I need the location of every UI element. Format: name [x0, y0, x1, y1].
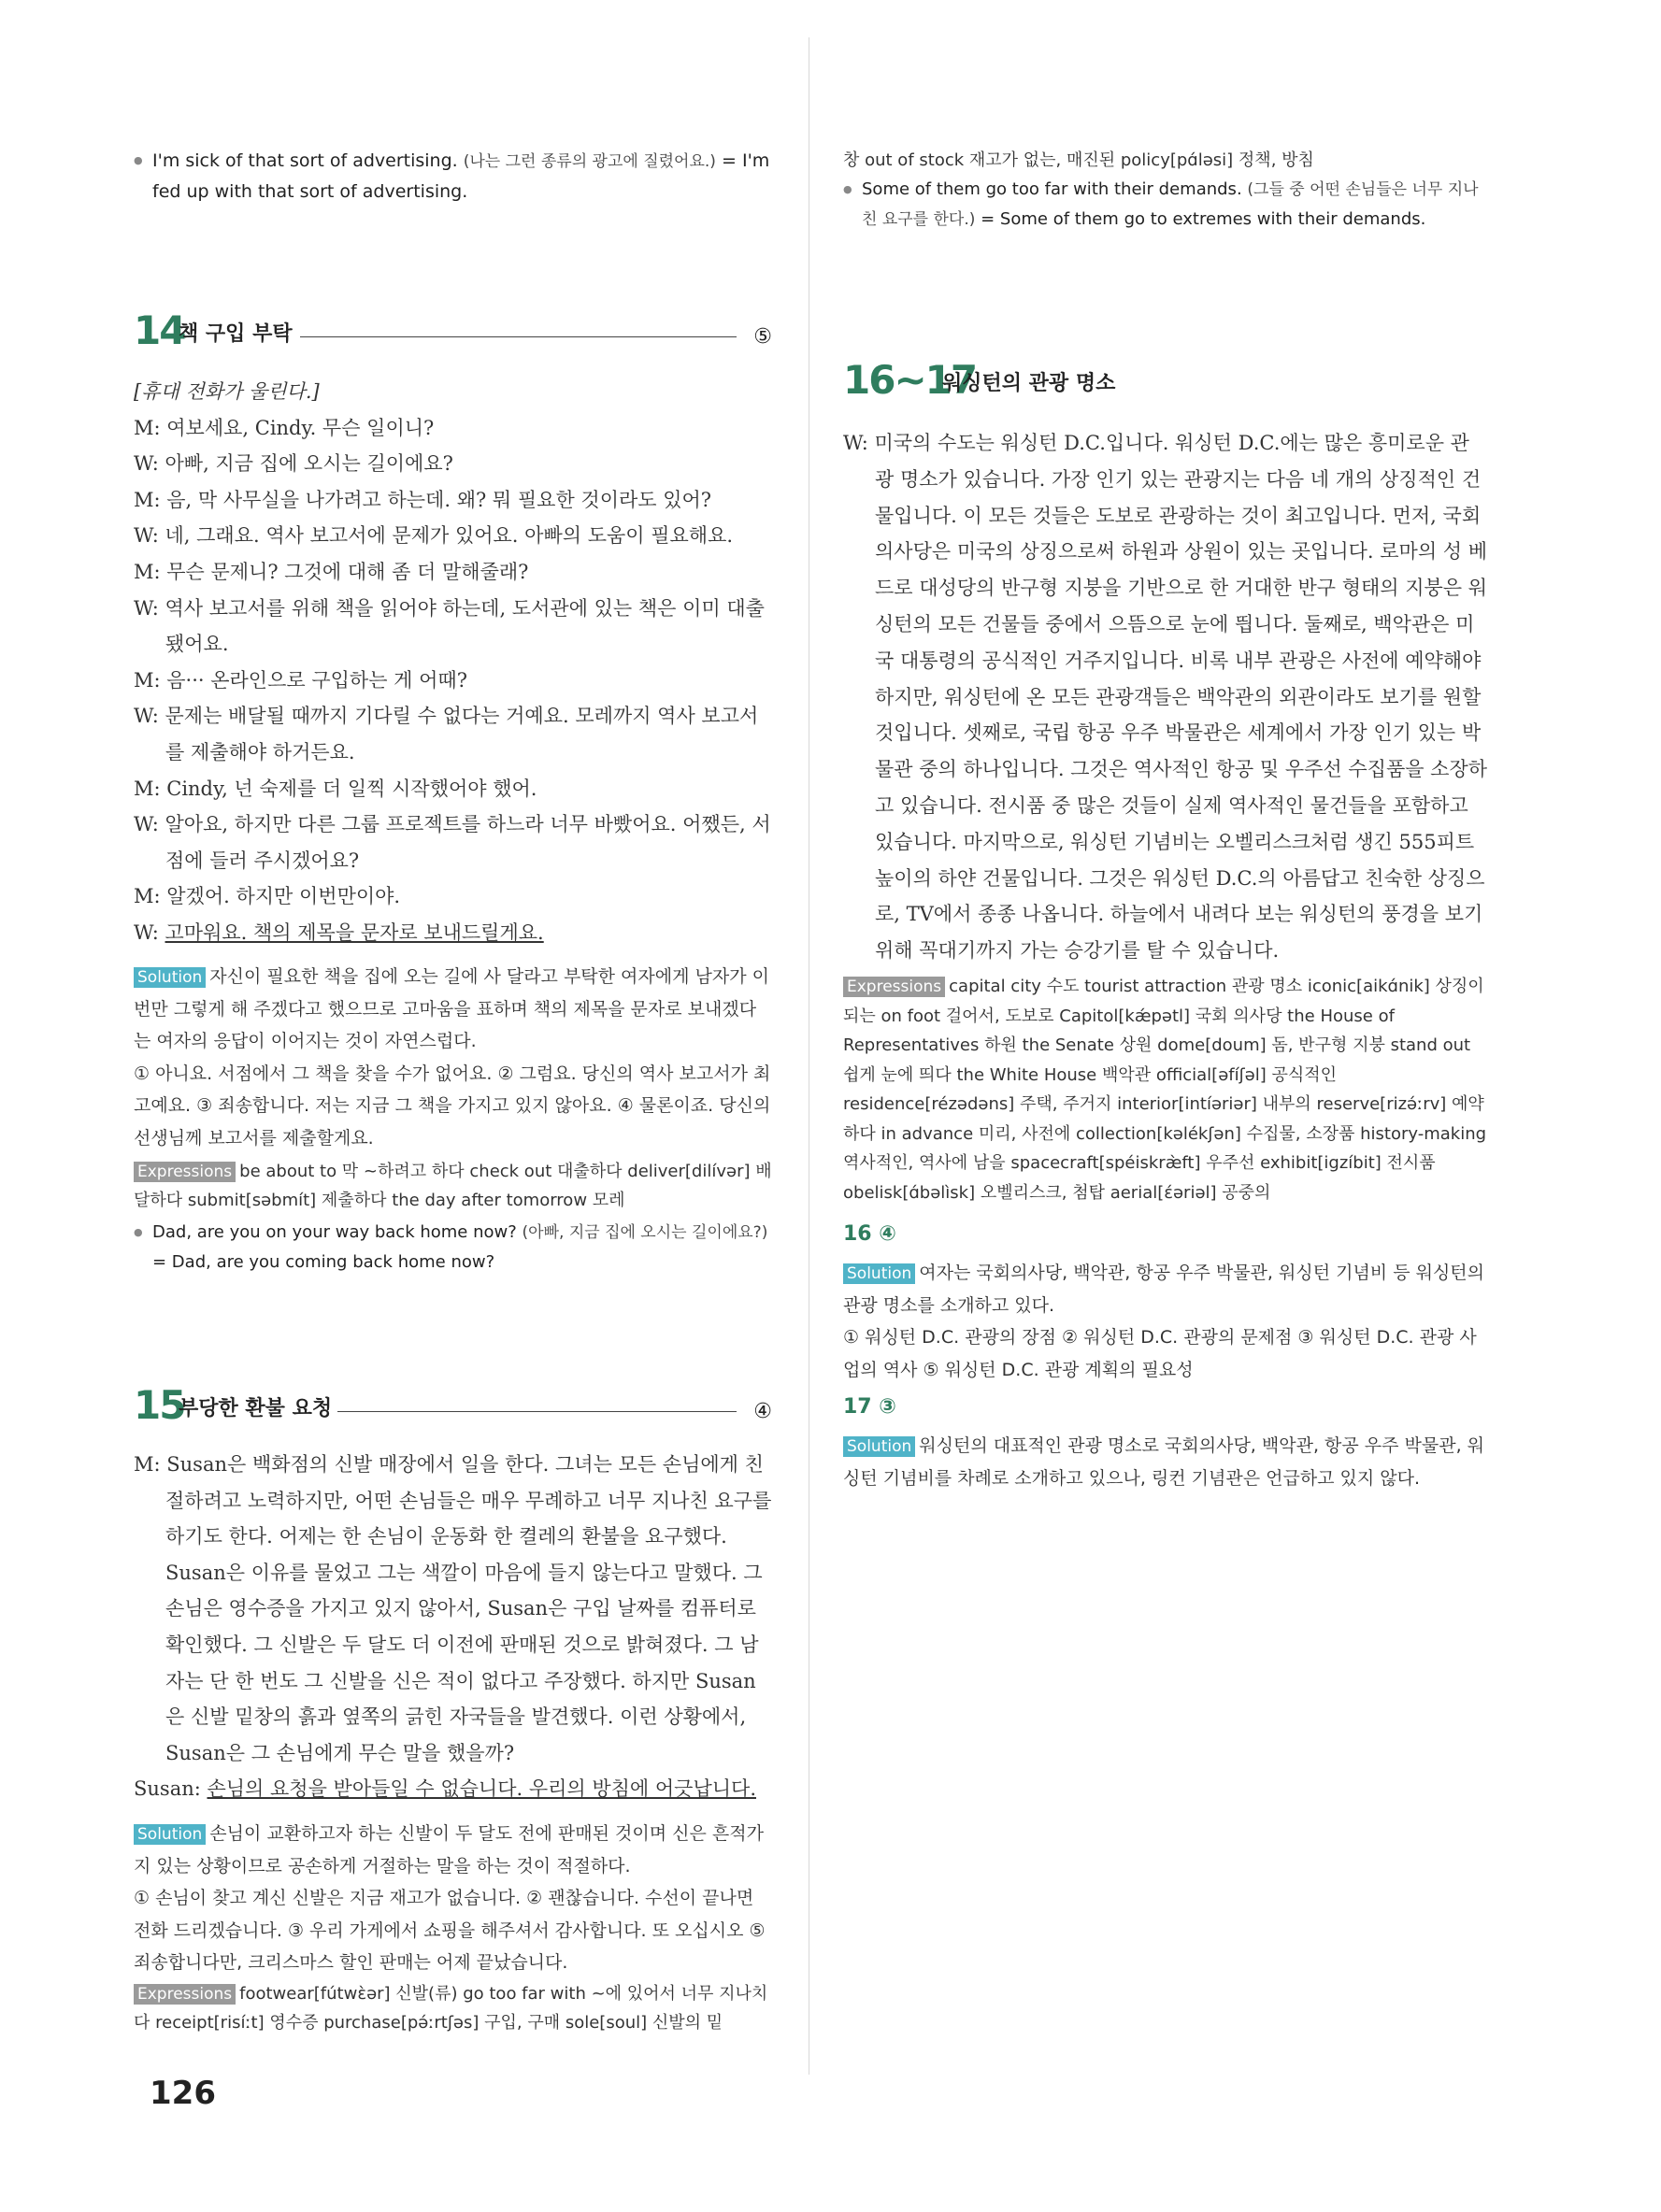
- right-column: [843, 0, 1488, 2212]
- expressions-label: Expressions: [134, 1162, 236, 1182]
- answer-mark: ⑤: [753, 325, 772, 349]
- narration: M: Susan은 백화점의 신발 매장에서 일을 한다. 그녀는 모든 손님에게 친절하려고 노력하지만, 어떤 손님들은 매우 무례하고 너무 지나친 요구를 하기도 한다. 어제는 한 손님이 운동화 한 켤레의 환불을 요구했다. Susan은 이유를 물었고 그는 색깔이 마음에 들지 않는다고 말했다. 그 손님은 영수증을 가지고 있지 않아서, Susan은 구입 날짜를 컴퓨터로 확인했다. 그 신발은 두 달도 더 이전에 판매된 것으로 밝혀졌다. 그 남자는 단 한 번도 그 신발을 신은 적이 없다고 주장했다. 하지만 Susan은 신발 밑창의 흙과 옆쪽의 긁힌 자국들을 발견했다. 이런 상황에서, Susan은 그 손님에게 무슨 말을 했을까?: [134, 1453, 772, 1764]
- solution-17: Solution 워싱턴의 대표적인 관광 명소로 국회의사당, 백악관, 항공 우주 박물관, 워싱턴 기념비를 차례로 소개하고 있으나, 링컨 기념관은 언급하고 있지 않다.: [843, 1435, 1485, 1489]
- expressions-15: Expressions footwear[fútwɛ̀ər] 신발(류) go too far with ~에 있어서 너무 지나치다 receipt[risíːt] 영수증 purchase[pə́ːrtʃəs] 구입, 구매 sole[soul] 신발의 밑: [134, 1984, 768, 2033]
- answer-underlined: 고마워요. 책의 제목을 문자로 보내드릴게요.: [165, 920, 544, 944]
- dialogue-14: [134, 374, 772, 951]
- expressions-16-17: Expressions capital city 수도 tourist attraction 관광 명소 iconic[aikɑ́nik] 상징이 되는 on foot 걸어서, 도보로 Capitol[kǽpətl] 국회 의사당 the House of Representatives 하원 the Senate 상원 dome[doum] 돔, 반구형 지붕 stand out 쉽게 눈에 띄다 the White House 백악관 official[əfíʃəl] 공식적인 residence[rézədəns] 주택, 주거지 interior[intíəriər] 내부의 reserve[rizə́ːrv] 예약하다 in advance 미리, 사전에 collection[kəlékʃən] 수집물, 소장품 history-making 역사적인, 역사에 남을 spacecraft[spéiskræ̀ft] 우주선 exhibit[igzíbit] 전시품 obelisk[ɑ́bəlìsk] 오벨리스크, 첨탑 aerial[ɛ́əriəl] 공중의: [843, 977, 1487, 1203]
- heading-rule: [337, 1411, 737, 1412]
- dialogue-line: W: 알아요, 하지만 다른 그룹 프로젝트를 하느라 너무 바빴어요. 어쨌든, 서점에 들러 주시겠어요?: [134, 813, 771, 872]
- answer-underlined: 손님의 요청을 받아들일 수 없습니다. 우리의 방침에 어긋납니다.: [207, 1777, 756, 1801]
- dialogue-line: W: 문제는 배달될 때까지 기다릴 수 없다는 거예요. 모레까지 역사 보고서를 제출해야 하거든요.: [134, 705, 759, 763]
- solution-label: Solution: [843, 1263, 915, 1284]
- options-text: ① 아니요. 서점에서 그 책을 찾을 수가 없어요. ② 그럼요. 당신의 역사 보고서가 최고예요. ③ 죄송합니다. 저는 지금 그 책을 가지고 있지 않아요. ④ 물론이죠. 당신의 선생님께 보고서를 제출할게요.: [134, 1063, 771, 1149]
- answer-16: 16 ④: [843, 1222, 896, 1246]
- expressions-label: Expressions: [843, 977, 945, 997]
- solution-label: Solution: [843, 1436, 915, 1457]
- options-text: ① 손님이 찾고 계신 신발은 지금 재고가 없습니다. ② 괜찮습니다. 수선이 끝나면 전화 드리겠습니다. ③ 우리 가게에서 쇼핑을 해주셔서 감사합니다. 또 오십시오 ⑤ 죄송합니다만, 크리스마스 할인 판매는 어제 끝났습니다.: [134, 1888, 766, 1973]
- dialogue-line: M: 무슨 문제니? 그것에 대해 좀 더 말해줄래?: [134, 560, 529, 583]
- section-heading-15: [134, 1378, 772, 1428]
- solution-label: Solution: [134, 1824, 206, 1845]
- dialogue-answer-line: W: 고마워요. 책의 제목을 문자로 보내드릴게요.: [134, 920, 544, 944]
- stage-direction: [휴대 전화가 울린다.]: [134, 380, 320, 403]
- dialogue-line: M: 여보세요, Cindy. 무슨 일이니?: [134, 416, 435, 439]
- answer-17: 17 ③: [843, 1395, 896, 1419]
- dialogue-line: M: Cindy, 넌 숙제를 더 일찍 시작했어야 했어.: [134, 777, 537, 800]
- top-example-note: ● I'm sick of that sort of advertising. (나는 그런 종류의 광고에 질렸어요.) = I'm fed up with that sort of advertising.: [134, 146, 772, 207]
- page-number: 126: [150, 2075, 216, 2112]
- solution-14: Solution 자신이 필요한 책을 집에 오는 길에 사 달라고 부탁한 여자에게 남자가 이번만 그렇게 해 주겠다고 했으므로 고마움을 표하며 책의 제목을 문자로 보내겠다는 여자의 응답이 이어지는 것이 자연스럽다. ① 아니요. 서점에서 그 책을 찾을 수가 없어요. ② 그럼요. 당신의 역사 보고서가 최고예요. ③ 죄송합니다. 저는 지금 그 책을 가지고 있지 않아요. ④ 물론이죠. 당신의 선생님께 보고서를 제출할게요.: [134, 961, 772, 1154]
- narration-16-17: [843, 425, 1488, 969]
- expressions-14: Expressions be about to 막 ~하려고 하다 check out 대출하다 deliver[dilívər] 배달하다 submit[səbmít] 제출하다 the day after tomorrow 모레: [134, 1162, 772, 1210]
- dialogue-line: M: 음, 막 사무실을 나가려고 하는데. 왜? 뭐 필요한 것이라도 있어?: [134, 488, 712, 511]
- top-expressions-continued: 창 out of stock 재고가 없는, 매진된 policy[pɑ́ləsi] 정책, 방침: [843, 150, 1314, 170]
- section-title: 워싱턴의 관광 명소: [942, 372, 1116, 395]
- question-number: 14: [134, 307, 185, 353]
- example-note-14: ● Dad, are you on your way back home now? (아빠, 지금 집에 오시는 길이에요?) = Dad, are you coming back home now?: [134, 1218, 772, 1277]
- solution-16: Solution 여자는 국회의사당, 백악관, 항공 우주 박물관, 워싱턴 기념비 등 워싱턴의 관광 명소를 소개하고 있다. ① 워싱턴 D.C. 관광의 장점 ② 워싱턴 D.C. 관광의 문제점 ③ 워싱턴 D.C. 관광 사업의 역사 ⑤ 워싱턴 D.C. 관광 계획의 필요성: [843, 1257, 1488, 1386]
- dialogue-line: W: 아빠, 지금 집에 오시는 길이에요?: [134, 452, 453, 476]
- answer-mark: ④: [753, 1400, 772, 1423]
- heading-rule: [300, 336, 737, 337]
- question-number: 16~17: [843, 357, 977, 403]
- dialogue-line: M: 알겠어. 하지만 이번만이야.: [134, 885, 401, 908]
- section-title: 책 구입 부탁: [179, 322, 293, 346]
- solution-15: Solution 손님이 교환하고자 하는 신발이 두 달도 전에 판매된 것이며 신은 흔적가 지 있는 상황이므로 공손하게 거절하는 말을 하는 것이 적절하다. ① 손님이 찾고 계신 신발은 지금 재고가 없습니다. ② 괜찮습니다. 수선이 끝나면 전화 드리겠습니다. ③ 우리 가게에서 쇼핑을 해주셔서 감사합니다. 또 오십시오 ⑤ 죄송합니다만, 크리스마스 할인 판매는 어제 끝났습니다.: [134, 1818, 772, 1979]
- section-heading-16-17: [843, 353, 1488, 403]
- expressions-label: Expressions: [134, 1984, 236, 2005]
- dialogue-line: W: 네, 그래요. 역사 보고서에 문제가 있어요. 아빠의 도움이 필요해요.: [134, 524, 734, 548]
- solution-label: Solution: [134, 967, 206, 988]
- options-text: ① 워싱턴 D.C. 관광의 장점 ② 워싱턴 D.C. 관광의 문제점 ③ 워싱턴 D.C. 관광 사업의 역사 ⑤ 워싱턴 D.C. 관광 계획의 필요성: [843, 1327, 1477, 1380]
- narration: W: 미국의 수도는 워싱턴 D.C.입니다. 워싱턴 D.C.에는 많은 흥미로운 관광 명소가 있습니다. 가장 인기 있는 관광지는 다음 네 개의 상징적인 건물입니다. 이 모든 것들은 도보로 관광하는 것이 최고입니다. 먼저, 국회의사당은 미국의 상징으로써 하원과 상원이 있는 곳입니다. 로마의 성 베드로 대성당의 반구형 지붕을 기반으로 한 거대한 반구 형태의 지붕은 워싱턴의 모든 건물들 중에서 으뜸으로 눈에 띕니다. 둘째로, 백악관은 미국 대통령의 공식적인 거주지입니다. 비록 내부 관광은 사전에 예약해야 하지만, 워싱턴에 온 모든 관광객들은 백악관의 외관이라도 보기를 원할 것입니다. 셋째로, 국립 항공 우주 박물관은 세계에서 가장 인기 있는 박물관 중의 하나입니다. 그것은 역사적인 항공 및 우주선 수집품을 소장하고 있습니다. 전시품 중 많은 것들이 실제 역사적인 물건들을 포함하고 있습니다. 마지막으로, 워싱턴 기념비는 오벨리스크처럼 생긴 555피트 높이의 하얀 건물입니다. 그것은 워싱턴 D.C.의 아름답고 친숙한 상징으로, TV에서 종종 나옵니다. 하늘에서 내려다 보는 워싱턴의 풍경을 보기 위해 꼭대기까지 가는 승강기를 탈 수 있습니다.: [843, 432, 1488, 963]
- left-column: [134, 0, 772, 2212]
- dialogue-answer-line: Susan: 손님의 요청을 받아들일 수 없습니다. 우리의 방침에 어긋납니다.: [134, 1777, 756, 1801]
- dialogue-line: M: 음··· 온라인으로 구입하는 게 어때?: [134, 668, 467, 692]
- dialogue-15: [134, 1447, 772, 1807]
- top-example-note-right: ● Some of them go too far with their demands. (그들 중 어떤 손님들은 너무 지나친 요구를 한다.) = Some of them go to extremes with their demands.: [843, 175, 1488, 235]
- section-title: 부당한 환불 요청: [179, 1397, 333, 1420]
- section-heading-14: [134, 304, 772, 353]
- question-number: 15: [134, 1382, 185, 1428]
- dialogue-line: W: 역사 보고서를 위해 책을 읽어야 하는데, 도서관에 있는 책은 이미 대출됐어요.: [134, 596, 765, 656]
